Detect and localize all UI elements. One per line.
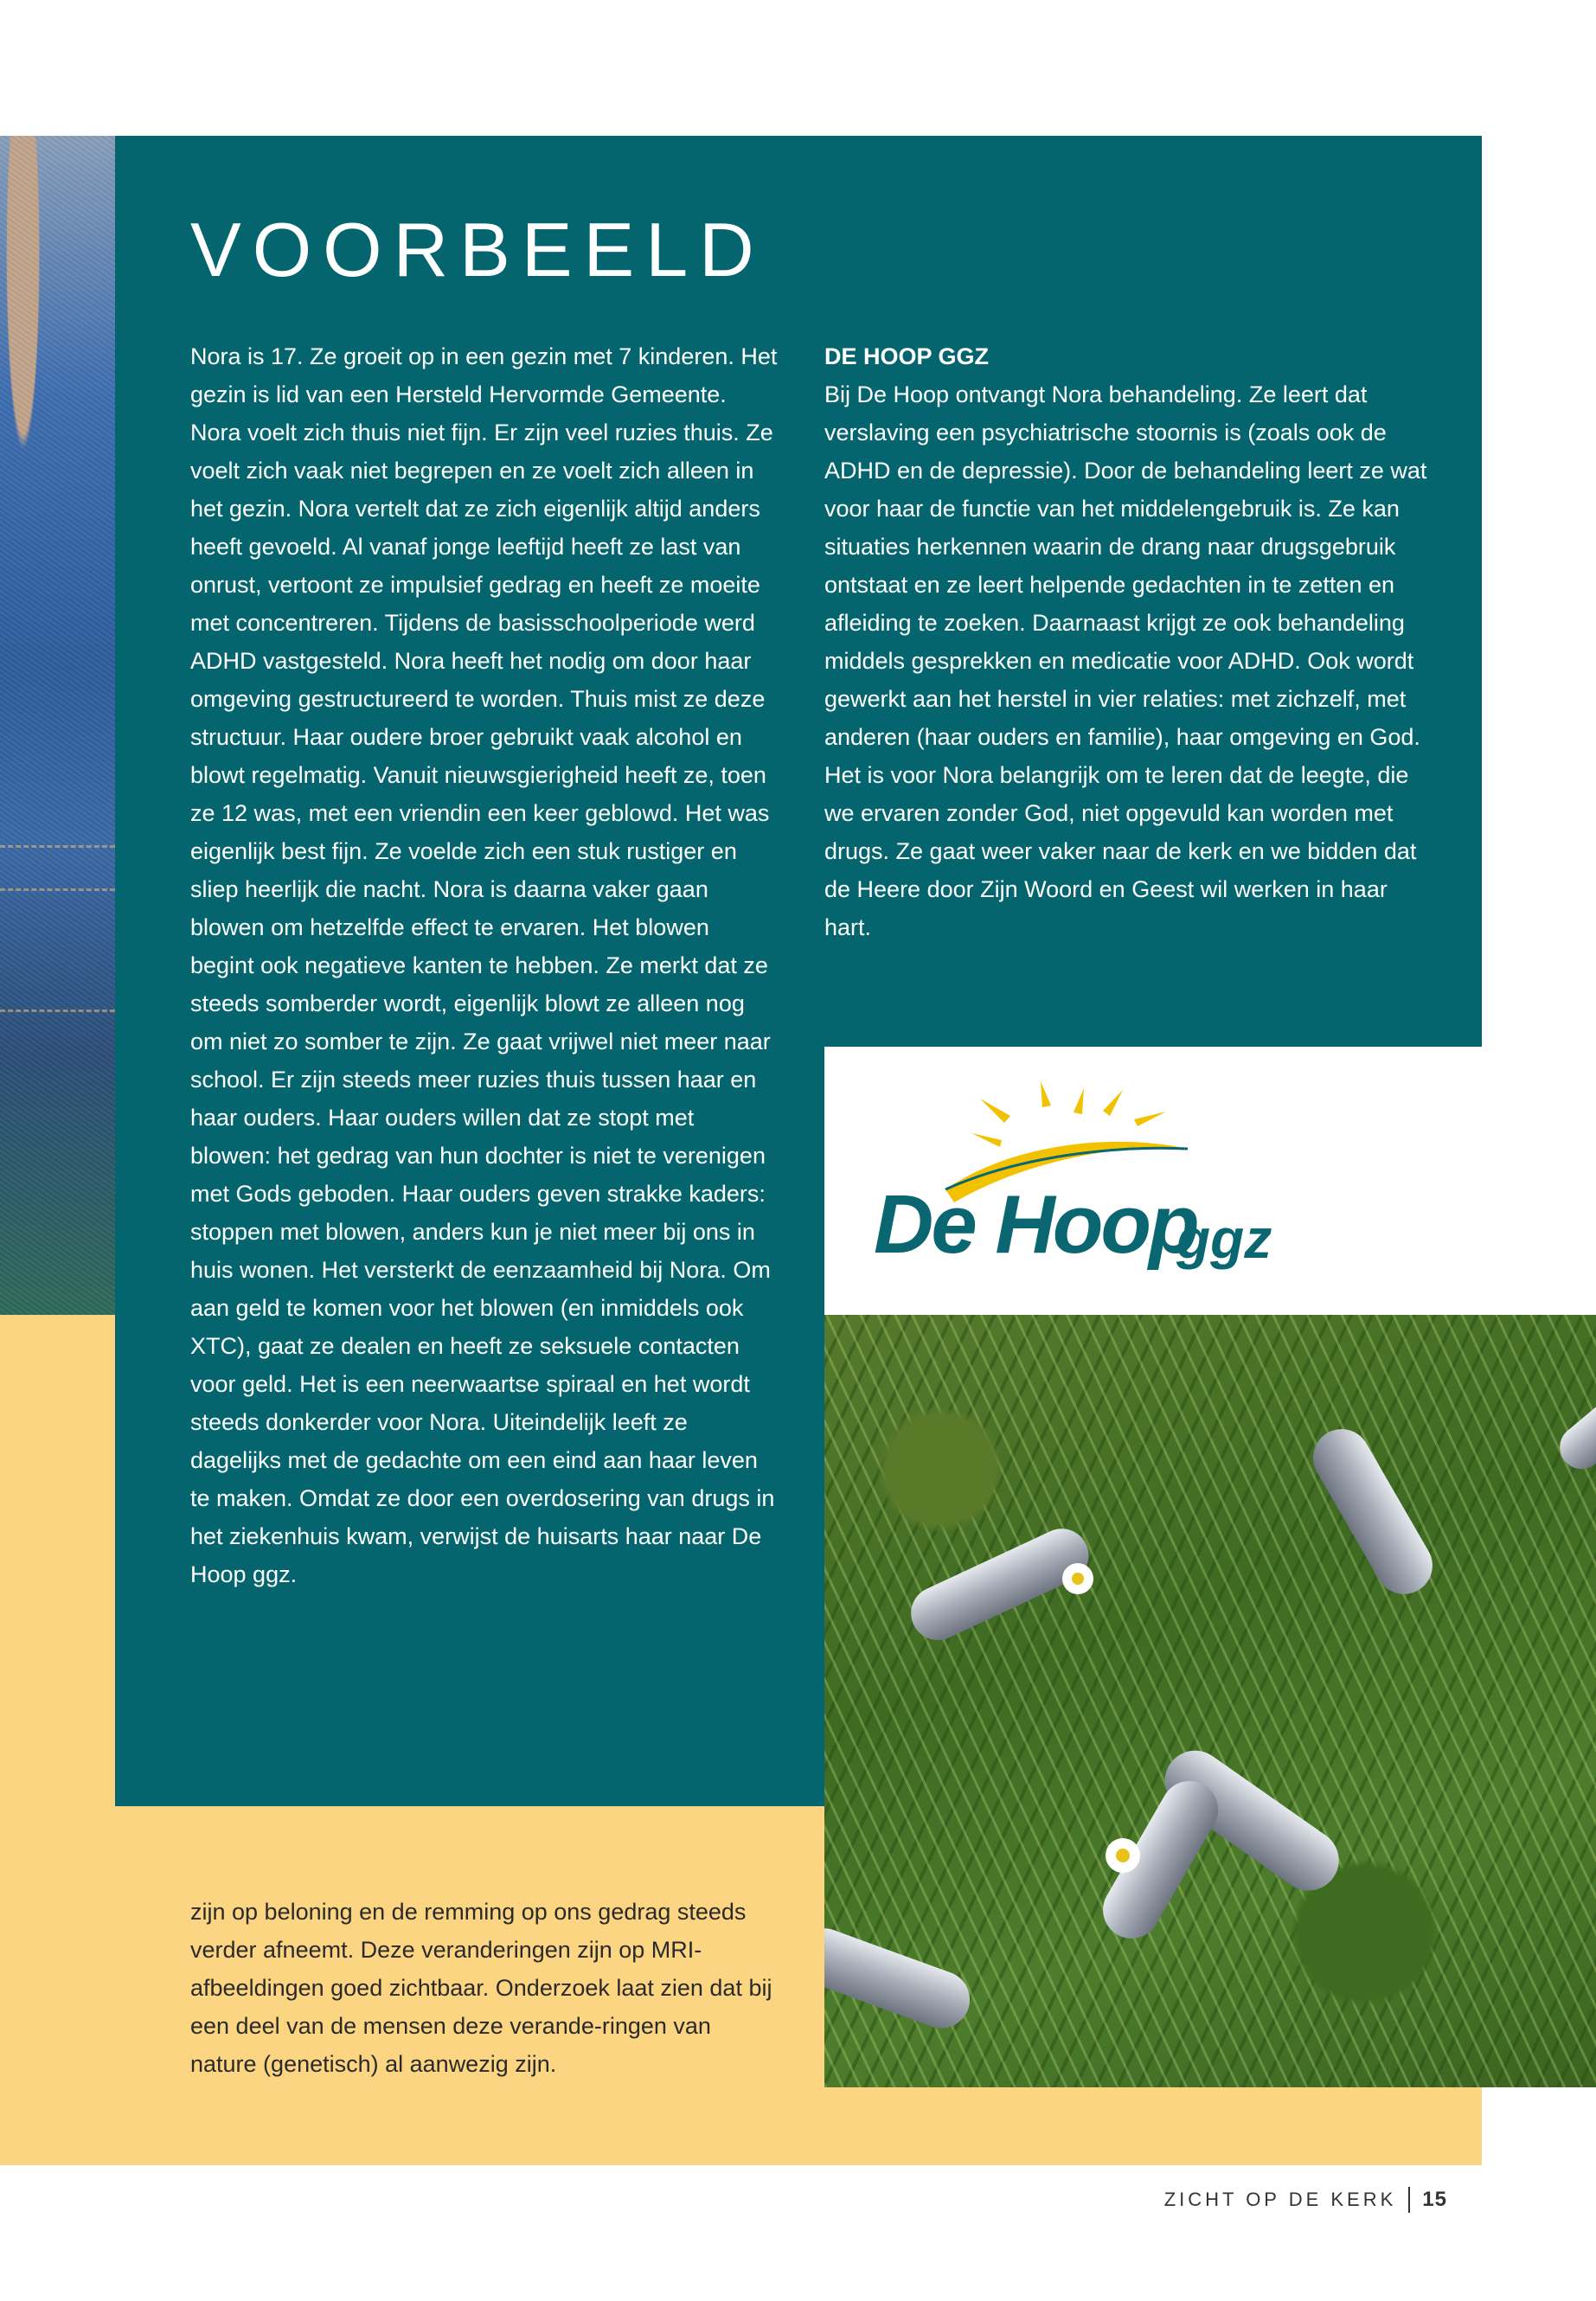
- logo-wordmark: De Hoop: [874, 1178, 1197, 1271]
- footer-divider: [1408, 2187, 1410, 2213]
- section-heading: DE HOOP GGZ: [824, 343, 990, 369]
- magazine-name: ZICHT OP DE KERK: [1163, 2189, 1397, 2210]
- continuation-text: zijn op beloning en de remming op ons gedrag steeds verder afneemt. Deze veranderingen zijn op MRI-afbeeldingen goed zichtbaar. Onderzoek laat zien dat bij een deel van de mensen deze verande-ringen van nature (genetisch) al aanwezig zijn.: [190, 1899, 772, 2077]
- canister: [1551, 1378, 1596, 1477]
- story-left-column: Nora is 17. Ze groeit op in een gezin met 7 kinderen. Het gezin is lid van een Hersteld Hervormde Gemeente. Nora voelt zich thuis niet fijn. Er zijn veel ruzies thuis. Ze voelt zich vaak niet begrepen en ze voelt zich alleen in het gezin. Nora vertelt dat ze zich eigenlijk altijd anders heeft gevoeld. Al vanaf jonge leeftijd heeft ze last van onrust, vertoont ze impulsief gedrag en heeft ze moeite met concentreren. Tijdens de basisschoolperiode werd ADHD vastgesteld. Nora heeft het nodig om door haar omgeving gestructureerd te worden. Thuis mist ze deze structuur. Haar oudere broer gebruikt vaak alcohol en blowt regelmatig. Vanuit nieuwsgierigheid heeft ze, toen ze 12 was, met een vriendin een keer geblowd. Het was eigenlijk best fijn. Ze voelde zich een stuk rustiger en sliep heerlijk die nacht. Nora is daarna vaker gaan blowen om hetzelfde effect te ervaren. Het blowen begint ook negatieve kanten te hebben. Ze merkt dat ze steeds somberder wordt, eigenlijk blowt ze alleen nog om niet zo somber te zijn. Ze gaat vrijwel niet meer naar school. Er zijn steeds meer ruzies thuis tussen haar en haar ouders. Haar ouders willen dat ze stopt met blowen: het gedrag van hun dochter is niet te verenigen met Gods geboden. Haar ouders geven strakke kaders: stoppen met blowen, anders kun je niet meer bij ons in huis wonen. Het versterkt de eenzaamheid bij Nora. Om aan geld te komen voor het blowen (en inmiddels ook XTC), gaat ze dealen en heeft ze seksuele contacten voor geld. Het is een neerwaartse spiraal en het wordt steeds donkerder voor Nora. Uiteindelijk leeft ze dagelijks met de gedachte om een eind aan haar leven te maken. Omdat ze door een overdosering van drugs in het ziekenhuis kwam, verwijst de huisarts haar naar De Hoop ggz.: [190, 343, 778, 1587]
- page-footer: [1164, 2187, 1447, 2213]
- page-number: 15: [1422, 2188, 1447, 2211]
- grass-photo: [824, 1315, 1596, 2087]
- section-body: Bij De Hoop ontvangt Nora behandeling. Ze leert dat verslaving een psychiatrische stoornis is (zoals ook de ADHD en de depressie). Door de behandeling leert ze wat voor haar de functie van het middelengebruik is. Ze kan situaties herkennen waarin de drang naar drugsgebruik ontstaat en ze leert helpende gedachten in te zetten en afleiding te zoeken. Daarnaast krijgt ze ook behandeling middels gesprekken en medicatie voor ADHD. Ook wordt gewerkt aan het herstel in vier relaties: met zichzelf, met anderen (haar ouders en familie), haar omgeving en God. Het is voor Nora belangrijk om te leren dat de leegte, die we ervaren zonder God, niet opgevuld kan worden met drugs. Ze gaat weer vaker naar de kerk en we bidden dat de Heere door Zijn Woord en Geest wil werken in haar hart.: [824, 381, 1427, 940]
- daisy-icon: [1106, 1838, 1140, 1873]
- logo-subtext: ggz: [1176, 1208, 1272, 1270]
- left-photo-denim: [0, 136, 115, 1315]
- canister: [824, 1920, 977, 2036]
- page-title: VOORBEELD: [190, 207, 766, 292]
- canister: [1303, 1419, 1443, 1605]
- canisters-illustration: [824, 1315, 1596, 2087]
- daisy-icon: [1062, 1563, 1093, 1594]
- story-right-column: [824, 337, 1430, 946]
